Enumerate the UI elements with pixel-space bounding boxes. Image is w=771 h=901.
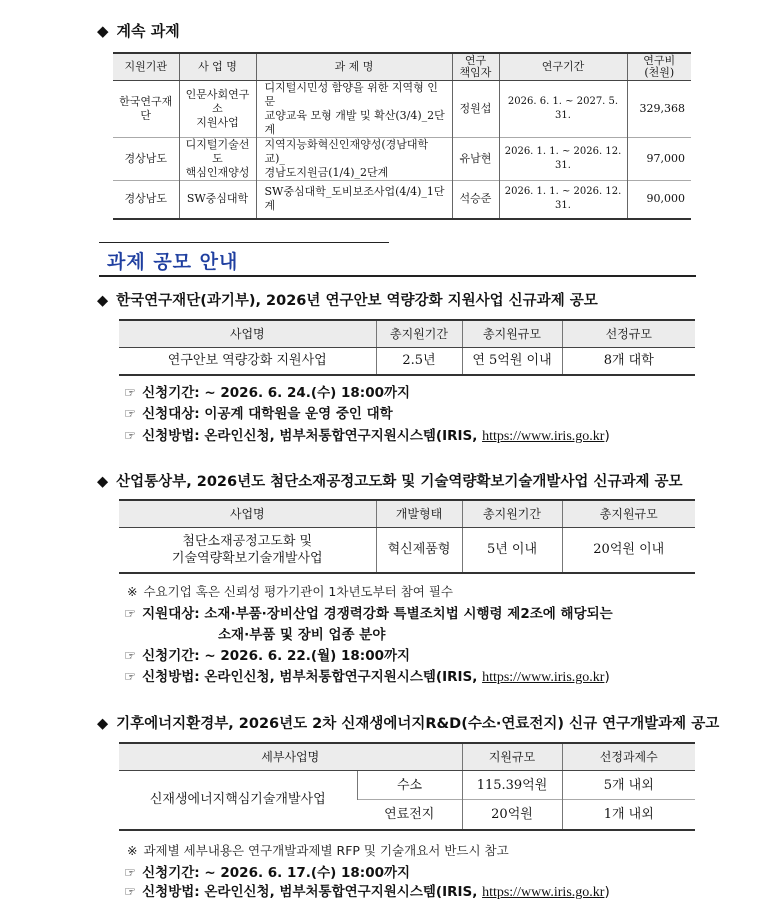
table-cell: 8개 대학: [562, 348, 695, 375]
note-text: ※ 수요기업 혹은 신뢰성 평가기관이 1차년도부터 참여 필수: [127, 584, 454, 599]
pointing-hand-icon: ☞: [124, 669, 137, 685]
pointing-hand-icon: ☞: [124, 606, 137, 622]
table-cell: 20억원 이내: [562, 528, 695, 573]
pointing-hand-icon: ☞: [124, 385, 137, 401]
table-cell: 한국연구재단: [113, 81, 179, 138]
diamond-icon: ◆: [97, 293, 109, 309]
diamond-icon: ◆: [97, 716, 109, 732]
table-cell: 1개 내외: [562, 800, 695, 830]
col-header: 연구 책임자: [452, 53, 499, 81]
iris-link[interactable]: https://www.iris.go.kr: [482, 670, 605, 685]
announcement-title: ◆ 기후에너지환경부, 2026년도 2차 신재생에너지R&D(수소·연료전지) 신규 연구개발과제 공고: [97, 716, 720, 732]
announcement-table: [119, 742, 695, 831]
table-cell: 2.5년: [376, 348, 462, 375]
table-cell: 97,000: [627, 138, 691, 181]
bullet-item: ☞ 신청기간: ~ 2026. 6. 22.(월) 18:00까지: [124, 648, 411, 664]
table-cell: 연구안보 역량강화 지원사업: [119, 348, 376, 375]
col-header: 총지원규모: [562, 500, 695, 528]
table-row: [119, 528, 695, 573]
diamond-icon: ◆: [97, 22, 109, 40]
iris-link[interactable]: https://www.iris.go.kr: [482, 429, 605, 444]
bullet-item: ☞ 신청방법: 온라인신청, 범부처통합연구지원시스템(IRIS, https://www.iris.go.kr): [124, 428, 610, 444]
table-cell: 115.39억원: [462, 771, 562, 800]
col-header: 사업명: [119, 320, 376, 348]
table-row: [119, 348, 695, 375]
pointing-hand-icon: ☞: [124, 884, 137, 900]
table-cell: 혁신제품형: [376, 528, 462, 573]
reference-mark-icon: ※: [127, 584, 138, 599]
table-cell: 정원섭: [452, 81, 499, 138]
table-row: [113, 138, 691, 181]
table-row: [119, 771, 695, 800]
table-cell: 경상남도: [113, 138, 179, 181]
bullet-item: ☞ 신청대상: 이공계 대학원을 운영 중인 대학: [124, 406, 393, 422]
title-rule-top: [99, 242, 389, 243]
pointing-hand-icon: ☞: [124, 648, 137, 664]
table-cell: 지역지능화혁신인재양성(경남대학교)_ 경남도지원금(1/4)_2단계: [256, 138, 452, 181]
table-cell: 첨단소재공정고도화 및 기술역량확보기술개발사업: [119, 528, 376, 573]
announcement-table: [119, 499, 695, 574]
program-cell: 신재생에너지핵심기술개발사업: [119, 771, 357, 830]
col-header: 사업명: [119, 500, 376, 528]
bullet-item: ☞ 신청기간: ~ 2026. 6. 24.(수) 18:00까지: [124, 385, 411, 401]
iris-link[interactable]: https://www.iris.go.kr: [482, 885, 605, 900]
col-header: 지원기관: [113, 53, 179, 81]
announcement-title: ◆ 한국연구재단(과기부), 2026년 연구안보 역량강화 지원사업 신규과제 공모: [97, 293, 598, 309]
table-cell: 연 5억원 이내: [462, 348, 562, 375]
table-cell: SW중심대학: [179, 181, 256, 219]
pointing-hand-icon: ☞: [124, 428, 137, 444]
table-cell: 2026. 1. 1. ~ 2026. 12. 31.: [499, 181, 627, 219]
table-cell: 수소: [357, 771, 462, 800]
col-header: 연구비 (천원): [627, 53, 691, 81]
table-cell: 5년 이내: [462, 528, 562, 573]
pointing-hand-icon: ☞: [124, 865, 137, 881]
col-header: 사 업 명: [179, 53, 256, 81]
pointing-hand-icon: ☞: [124, 406, 137, 422]
table-row: [113, 181, 691, 219]
bullet-continuation: 소재·부품 및 장비 업종 분야: [218, 627, 386, 643]
table-cell: 연료전지: [357, 800, 462, 830]
bullet-item: ☞ 신청기간: ~ 2026. 6. 17.(수) 18:00까지: [124, 865, 411, 881]
table-cell: 디지털시민성 함양을 위한 지역형 인문 교양교육 모형 개발 및 확산(3/4)_2단계: [256, 81, 452, 138]
table-cell: 5개 내외: [562, 771, 695, 800]
table-cell: 인문사회연구소 지원사업: [179, 81, 256, 138]
bullet-item: ☞ 신청방법: 온라인신청, 범부처통합연구지원시스템(IRIS, https://www.iris.go.kr): [124, 884, 610, 900]
col-header: 세부사업명: [119, 743, 462, 771]
diamond-icon: ◆: [97, 474, 109, 490]
table-cell: SW중심대학_도비보조사업(4/4)_1단계: [256, 181, 452, 219]
continuing-projects-table: [113, 52, 691, 220]
announcement-title: ◆ 산업통상부, 2026년도 첨단소재공정고도화 및 기술역량확보기술개발사업 신규과제 공모: [97, 474, 683, 490]
col-header: 과 제 명: [256, 53, 452, 81]
section-heading-continuing: ◆ 계속 과제: [97, 22, 180, 40]
bullet-item: ☞ 지원대상: 소재·부품·장비산업 경쟁력강화 특별조치법 시행령 제2조에 해당되는: [124, 606, 613, 622]
table-row: [113, 81, 691, 138]
page-title: 과제 공모 안내: [107, 251, 239, 273]
table-cell: 90,000: [627, 181, 691, 219]
table-cell: 디지털기술선도 핵심인재양성: [179, 138, 256, 181]
table-cell: 유남현: [452, 138, 499, 181]
reference-mark-icon: ※: [127, 843, 138, 858]
col-header: 총지원규모: [462, 320, 562, 348]
note-text: ※ 과제별 세부내용은 연구개발과제별 RFP 및 기술개요서 반드시 참고: [127, 843, 509, 858]
col-header: 개발형태: [376, 500, 462, 528]
col-header: 지원규모: [462, 743, 562, 771]
col-header: 선정규모: [562, 320, 695, 348]
col-header: 총지원기간: [376, 320, 462, 348]
table-cell: 석승준: [452, 181, 499, 219]
col-header: 총지원기간: [462, 500, 562, 528]
table-cell: 20억원: [462, 800, 562, 830]
col-header: 선정과제수: [562, 743, 695, 771]
title-rule-bottom: [99, 275, 696, 277]
bullet-item: ☞ 신청방법: 온라인신청, 범부처통합연구지원시스템(IRIS, https://www.iris.go.kr): [124, 669, 610, 685]
table-cell: 2026. 1. 1. ~ 2026. 12. 31.: [499, 138, 627, 181]
announcement-table: [119, 319, 695, 376]
col-header: 연구기간: [499, 53, 627, 81]
table-cell: 329,368: [627, 81, 691, 138]
table-cell: 2026. 6. 1. ~ 2027. 5. 31.: [499, 81, 627, 138]
table-cell: 경상남도: [113, 181, 179, 219]
